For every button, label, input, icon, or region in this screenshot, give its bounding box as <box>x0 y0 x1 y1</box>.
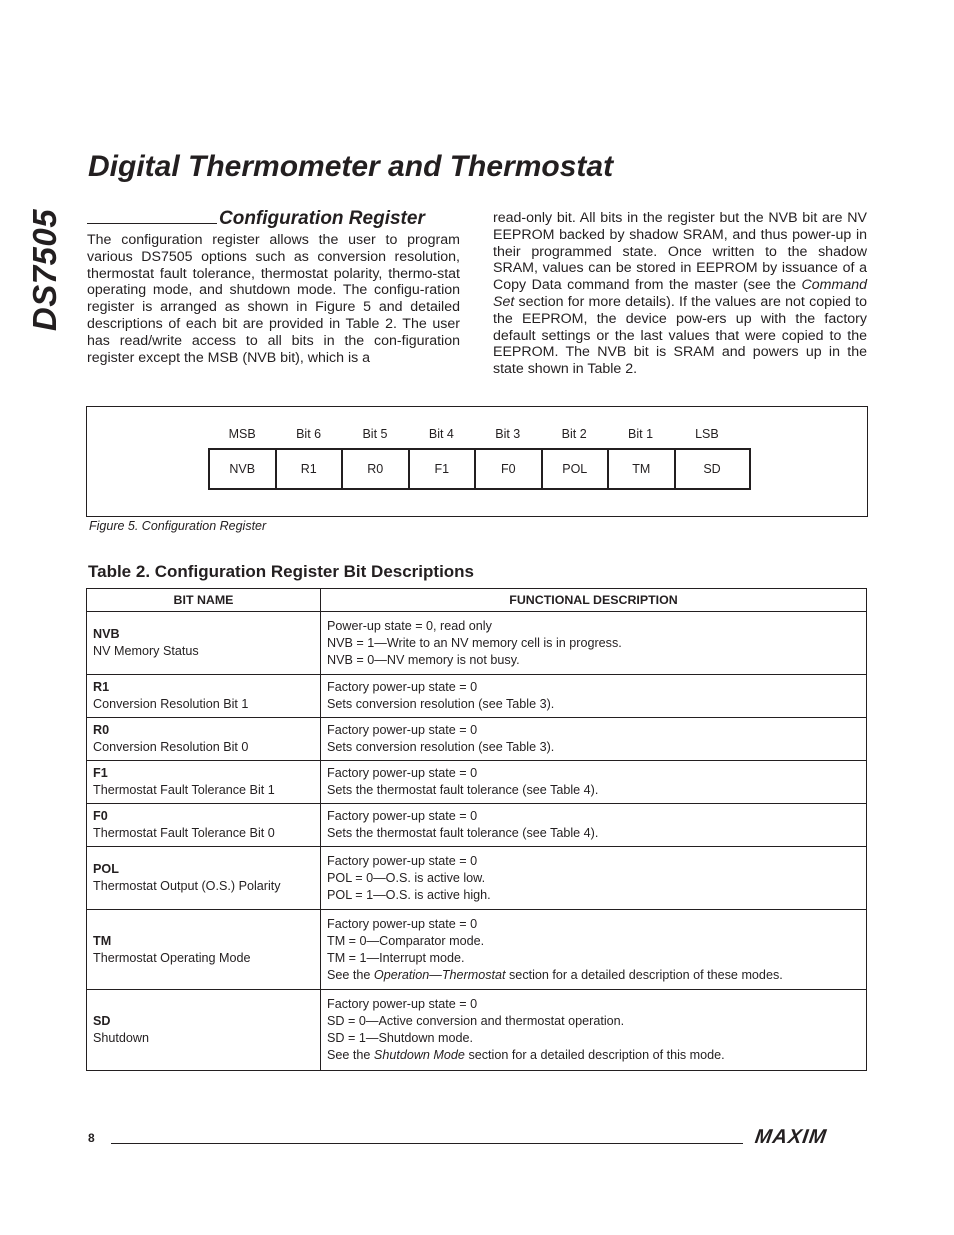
header-bit-name: BIT NAME <box>87 589 321 612</box>
header-functional-description: FUNCTIONAL DESCRIPTION <box>321 589 867 612</box>
bit-description-table <box>86 588 867 1071</box>
left-paragraph: The configuration register allows the user to program various DS7505 options such as conversion resolution, thermostat fault tolerance, thermostat polarity, thermo-stat operating mode, and shutdown mode. The configu-ration register is arranged as shown in Figure 5 and detailed descriptions of each bit are provided in Table 2. The user has read/write access to all bits in the con-figuration register except the MSB (NVB bit), which is a <box>87 232 460 366</box>
side-tab <box>20 200 70 340</box>
description-line: NVB = 0—NV memory is not busy. <box>327 652 520 667</box>
bit-name-cell <box>87 910 321 990</box>
right-paragraph-part-1: read-only bit. All bits in the register but the NVB bit are NV EEPROM backed by shadow SRAM, and thus power-up in their programmed state. Once written to the shadow SRAM, values can be stored in EEPROM by issuance of a Copy Data command from the master (see the <box>493 210 867 294</box>
page-title: Digital Thermometer and Thermostat <box>88 150 614 183</box>
bit-name-cell <box>87 847 321 910</box>
table-row <box>87 675 867 718</box>
table-row <box>87 718 867 761</box>
description-cell <box>321 990 867 1071</box>
section-reference: Shutdown Mode <box>373 1048 465 1062</box>
description-line: Sets the thermostat fault tolerance (see Table 4). <box>327 826 599 840</box>
maxim-logo <box>755 1126 865 1148</box>
description-cell <box>321 675 867 718</box>
see-reference-line <box>327 1047 860 1064</box>
description-line: Sets conversion resolution (see Table 3). <box>327 697 555 711</box>
bit-name: TM <box>93 933 112 948</box>
bit-label: Conversion Resolution Bit 1 <box>93 697 249 711</box>
bit-label: NV Memory Status <box>93 644 199 658</box>
bit-label-4: Bit 4 <box>428 427 454 441</box>
page-number: 8 <box>88 1131 95 1145</box>
figure-caption: Figure 5. Configuration Register <box>89 519 267 533</box>
description-cell <box>321 718 867 761</box>
description-line: Power-up state = 0, read only <box>327 618 492 633</box>
bit-label-msb: MSB <box>228 427 256 441</box>
see-reference-line <box>327 967 860 984</box>
description-cell <box>321 612 867 675</box>
description-cell <box>321 847 867 910</box>
left-column <box>87 208 460 366</box>
bit-label: Thermostat Operating Mode <box>93 950 251 965</box>
bit-name: POL <box>93 862 119 876</box>
bit-name: NVB <box>93 627 120 641</box>
bit-position-labels <box>209 427 740 441</box>
bit-label: Thermostat Fault Tolerance Bit 0 <box>93 826 275 840</box>
table-row <box>87 847 867 910</box>
section-title: Configuration Register <box>219 208 425 229</box>
bit-label-2: Bit 2 <box>561 427 587 441</box>
description-line: Factory power-up state = 0 <box>327 809 478 823</box>
bit-label-5: Bit 5 <box>362 427 388 441</box>
bit-name-cell <box>87 718 321 761</box>
bit-label-6: Bit 6 <box>296 427 322 441</box>
table-row <box>87 990 867 1071</box>
bit-cell-tm: TM <box>609 450 676 488</box>
bit-name-cell <box>87 990 321 1071</box>
footer-rule <box>111 1143 743 1144</box>
description-line: TM = 1—Interrupt mode. <box>327 950 465 965</box>
description-line: POL = 0—O.S. is active low. <box>327 870 486 885</box>
see-suffix: section for a detailed description of these modes. <box>505 967 783 982</box>
bit-cell-f0: F0 <box>476 450 543 488</box>
right-paragraph <box>493 210 867 378</box>
bit-name: F0 <box>93 809 108 823</box>
table-row <box>87 761 867 804</box>
section-heading <box>87 208 460 230</box>
description-line: Factory power-up state = 0 <box>327 997 478 1011</box>
see-suffix: section for a detailed description of this mode. <box>464 1048 725 1062</box>
bit-name: R0 <box>93 723 110 737</box>
description-cell <box>321 910 867 990</box>
bit-name-cell <box>87 612 321 675</box>
bit-label: Thermostat Output (O.S.) Polarity <box>93 879 281 893</box>
description-line: SD = 1—Shutdown mode. <box>327 1031 473 1045</box>
bit-name-cell <box>87 675 321 718</box>
bit-name: R1 <box>93 680 110 694</box>
description-line: SD = 0—Active conversion and thermostat operation. <box>327 1014 625 1028</box>
bit-cell-f1: F1 <box>410 450 477 488</box>
bit-label: Shutdown <box>93 1031 150 1045</box>
bit-cell-sd: SD <box>703 462 721 476</box>
right-column <box>493 210 867 378</box>
logo-wordmark: MAXIM <box>753 1126 829 1148</box>
bit-label: Thermostat Fault Tolerance Bit 1 <box>93 783 275 797</box>
description-line: POL = 1—O.S. is active high. <box>327 887 491 902</box>
see-prefix: See the <box>327 1048 374 1062</box>
table-title: Table 2. Configuration Register Bit Descriptions <box>88 562 475 581</box>
register-bit-cells <box>208 448 751 490</box>
description-line: NVB = 1—Write to an NV memory cell is in progress. <box>327 635 622 650</box>
description-cell <box>321 761 867 804</box>
bit-label-1: Bit 1 <box>628 427 654 441</box>
bit-cell-r1: R1 <box>277 450 344 488</box>
section-rule <box>87 223 217 224</box>
description-line: Factory power-up state = 0 <box>327 723 478 737</box>
bit-name: F1 <box>93 766 108 780</box>
side-tab-label: DS7505 <box>26 208 63 332</box>
description-line: Factory power-up state = 0 <box>327 680 478 694</box>
bit-label-3: Bit 3 <box>495 427 521 441</box>
command-set-reference: Command Set <box>493 277 867 310</box>
description-line: Factory power-up state = 0 <box>327 916 478 931</box>
table-row <box>87 910 867 990</box>
description-line: Sets conversion resolution (see Table 3). <box>327 740 555 754</box>
table-row <box>87 804 867 847</box>
section-reference: Operation—Thermostat <box>373 967 506 982</box>
description-line: Factory power-up state = 0 <box>327 766 478 780</box>
bit-cell-r0: R0 <box>343 450 410 488</box>
description-line: TM = 0—Comparator mode. <box>327 933 485 948</box>
bit-label: Conversion Resolution Bit 0 <box>93 740 249 754</box>
bit-name: SD <box>93 1014 111 1028</box>
bit-name-cell <box>87 804 321 847</box>
figure-5-box <box>86 406 868 517</box>
bit-cell-pol: POL <box>543 450 610 488</box>
description-cell <box>321 804 867 847</box>
bit-cell-nvb: NVB <box>210 450 277 488</box>
description-line: Sets the thermostat fault tolerance (see Table 4). <box>327 783 599 797</box>
right-paragraph-part-2: section for more details). If the values are not copied to the EEPROM, the device pow-ers up with the factory default settings or the last values that were copied to the EEPROM. The NVB bit is SRAM and powers up in the state shown in Table 2. <box>493 293 867 378</box>
table-row <box>87 612 867 675</box>
table-header-row <box>87 589 867 612</box>
bit-name-cell <box>87 761 321 804</box>
description-line: Factory power-up state = 0 <box>327 853 478 868</box>
bit-label-lsb: LSB <box>695 427 719 441</box>
see-prefix: See the <box>327 967 374 982</box>
